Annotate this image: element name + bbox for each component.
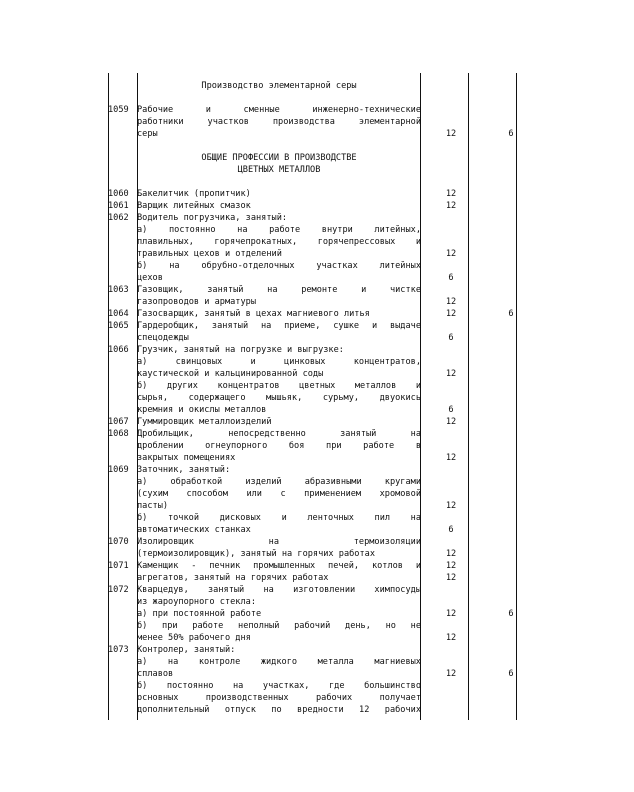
- table-row: [108, 668, 518, 680]
- profession-text: плавильных, горячепрокатных, горячепрессовых и: [137, 237, 421, 247]
- table-row: [108, 116, 518, 128]
- profession-text: менее 50% рабочего дня: [137, 633, 251, 643]
- table-row: [108, 524, 518, 536]
- additional-leave-days: 12: [445, 249, 457, 259]
- profession-text: Изолировщик на термоизоляции: [137, 537, 421, 547]
- item-number: 1073: [108, 645, 129, 655]
- table-row: [108, 80, 518, 92]
- profession-text: сырья, содержащего мышьяк, сурьму, двуокись: [137, 393, 421, 403]
- table-row: [108, 416, 518, 428]
- profession-text: Заточник, занятый:: [137, 465, 231, 475]
- item-number: 1060: [108, 189, 129, 199]
- table-row: [108, 320, 518, 332]
- profession-text: сплавов: [137, 669, 174, 679]
- additional-leave-days: 12: [445, 573, 457, 583]
- table-row: [108, 296, 518, 308]
- profession-text: а) при постоянной работе: [137, 609, 262, 619]
- table-row: [108, 464, 518, 476]
- profession-text: Гардеробщик, занятый на приеме, сушке и выдаче: [137, 321, 421, 331]
- shortened-day-value: 6: [508, 609, 514, 619]
- table-row: [108, 620, 518, 632]
- table-row: [108, 488, 518, 500]
- section-heading: ОБЩИЕ ПРОФЕССИИ В ПРОИЗВОДСТВЕ: [201, 153, 357, 163]
- item-number: 1065: [108, 321, 129, 331]
- table-row: [108, 224, 518, 236]
- item-number: 1061: [108, 201, 129, 211]
- profession-text: Газосварщик, занятый в цехах магниевого литья: [137, 309, 370, 319]
- additional-leave-days: 6: [448, 333, 454, 343]
- table-row: [108, 236, 518, 248]
- table-row: [108, 152, 518, 164]
- table-row: [108, 308, 518, 320]
- additional-leave-days: 12: [445, 609, 457, 619]
- profession-text: дроблении огнеупорного боя при работе в: [137, 441, 421, 451]
- additional-leave-days: 12: [445, 501, 457, 511]
- table-row: [108, 656, 518, 668]
- profession-text: автоматических станках: [137, 525, 251, 535]
- table-row: [108, 380, 518, 392]
- table-row: [108, 212, 518, 224]
- additional-leave-days: 12: [445, 369, 457, 379]
- table-row: [108, 128, 518, 140]
- profession-text: пасты): [137, 501, 169, 511]
- item-number: 1072: [108, 585, 129, 595]
- shortened-day-value: 6: [508, 129, 514, 139]
- table-row: [108, 332, 518, 344]
- table-row: [108, 404, 518, 416]
- table-row: [108, 188, 518, 200]
- profession-text: а) обработкой изделий абразивными кругами: [137, 477, 421, 487]
- profession-text: Водитель погрузчика, занятый:: [137, 213, 288, 223]
- table-row: [108, 644, 518, 656]
- profession-text: из жароупорного стекла:: [137, 597, 256, 607]
- item-number: 1070: [108, 537, 129, 547]
- table-row: [108, 356, 518, 368]
- table-row: [108, 572, 518, 584]
- table-row: [108, 500, 518, 512]
- profession-text: спецодежды: [137, 333, 189, 343]
- profession-text: б) точкой дисковых и ленточных пил на: [137, 513, 421, 523]
- profession-text: Рабочие и сменные инженерно-технические: [137, 105, 421, 115]
- profession-text: работники участков производства элементарной: [137, 117, 421, 127]
- profession-text: газопроводов и арматуры: [137, 297, 256, 307]
- profession-text: основных производственных рабочих получает: [137, 693, 421, 703]
- additional-leave-days: 6: [448, 525, 454, 535]
- profession-text: кремния и окислы металлов: [137, 405, 267, 415]
- table-row: [108, 368, 518, 380]
- table-row: [108, 548, 518, 560]
- additional-leave-days: 12: [445, 297, 457, 307]
- profession-text: (сухим способом или с применением хромовой: [137, 489, 421, 499]
- table-row: [108, 632, 518, 644]
- table-row: [108, 680, 518, 692]
- profession-text: Гуммировщик металлоизделий: [137, 417, 272, 427]
- profession-text: а) свинцовых и цинковых концентратов,: [137, 357, 421, 367]
- table-row: [108, 164, 518, 176]
- item-number: 1063: [108, 285, 129, 295]
- profession-text: Каменщик - печник промышленных печей, котлов и: [137, 561, 421, 571]
- table-row: [108, 104, 518, 116]
- table-row: [108, 536, 518, 548]
- profession-text: Контролер, занятый:: [137, 645, 236, 655]
- profession-text: а) на контроле жидкого металла магниевых: [137, 657, 421, 667]
- profession-text: травильных цехов и отделений: [137, 249, 282, 259]
- profession-text: б) на обрубно-отделочных участках литейных: [137, 261, 421, 271]
- additional-leave-days: 12: [445, 189, 457, 199]
- additional-leave-days: 12: [445, 549, 457, 559]
- table-row: [108, 476, 518, 488]
- profession-text: Газовщик, занятый на ремонте и чистке: [137, 285, 421, 295]
- item-number: 1069: [108, 465, 129, 475]
- profession-text: закрытых помещениях: [137, 453, 236, 463]
- additional-leave-days: 12: [445, 129, 457, 139]
- item-number: 1068: [108, 429, 129, 439]
- table-row: [108, 392, 518, 404]
- profession-text: а) постоянно на работе внутри литейных,: [137, 225, 421, 235]
- section-heading: ЦВЕТНЫХ МЕТАЛЛОВ: [237, 165, 321, 175]
- table-row: [108, 584, 518, 596]
- table-row: [108, 560, 518, 572]
- table-row: [108, 512, 518, 524]
- table-row: [108, 284, 518, 296]
- profession-text: Кварцедув, занятый на изготовлении химпосуды: [137, 585, 421, 595]
- profession-text: Варщик литейных смазок: [137, 201, 251, 211]
- profession-text: агрегатов, занятый на горячих работах: [137, 573, 329, 583]
- shortened-day-value: 6: [508, 669, 514, 679]
- profession-text: серы: [137, 129, 158, 139]
- table-row: [108, 608, 518, 620]
- additional-leave-days: 12: [445, 309, 457, 319]
- item-number: 1067: [108, 417, 129, 427]
- profession-text: б) при работе неполный рабочий день, но не: [137, 621, 421, 631]
- profession-text: Грузчик, занятый на погрузке и выгрузке:: [137, 345, 344, 355]
- table-row: [108, 248, 518, 260]
- item-number: 1071: [108, 561, 129, 571]
- item-number: 1064: [108, 309, 129, 319]
- additional-leave-days: 6: [448, 405, 454, 415]
- profession-text: (термоизолировщик), занятый на горячих работах: [137, 549, 375, 559]
- section-heading: Производство элементарной серы: [201, 81, 357, 91]
- additional-leave-days: 12: [445, 201, 457, 211]
- profession-text: каустической и кальцинированной соды: [137, 369, 324, 379]
- profession-text: цехов: [137, 273, 163, 283]
- additional-leave-days: 12: [445, 561, 457, 571]
- table-row: [108, 596, 518, 608]
- additional-leave-days: 12: [445, 453, 457, 463]
- profession-text: б) других концентратов цветных металлов и: [137, 381, 421, 391]
- table-row: [108, 452, 518, 464]
- table-row: [108, 344, 518, 356]
- profession-text: дополнительный отпуск по вредности 12 рабочих: [137, 705, 421, 715]
- additional-leave-days: 12: [445, 669, 457, 679]
- table-row: [108, 440, 518, 452]
- profession-text: Бакелитчик (пропитчик): [137, 189, 251, 199]
- shortened-day-value: 6: [508, 309, 514, 319]
- item-number: 1066: [108, 345, 129, 355]
- additional-leave-days: 6: [448, 273, 454, 283]
- item-number: 1059: [108, 105, 129, 115]
- additional-leave-days: 12: [445, 633, 457, 643]
- table-row: [108, 704, 518, 716]
- table-row: [108, 260, 518, 272]
- table-row: [108, 692, 518, 704]
- profession-text: б) постоянно на участках, где большинство: [137, 681, 421, 691]
- table-row: [108, 428, 518, 440]
- table-row: [108, 272, 518, 284]
- table-row: [108, 200, 518, 212]
- item-number: 1062: [108, 213, 129, 223]
- profession-text: Дробильщик, непосредственно занятый на: [137, 429, 421, 439]
- additional-leave-days: 12: [445, 417, 457, 427]
